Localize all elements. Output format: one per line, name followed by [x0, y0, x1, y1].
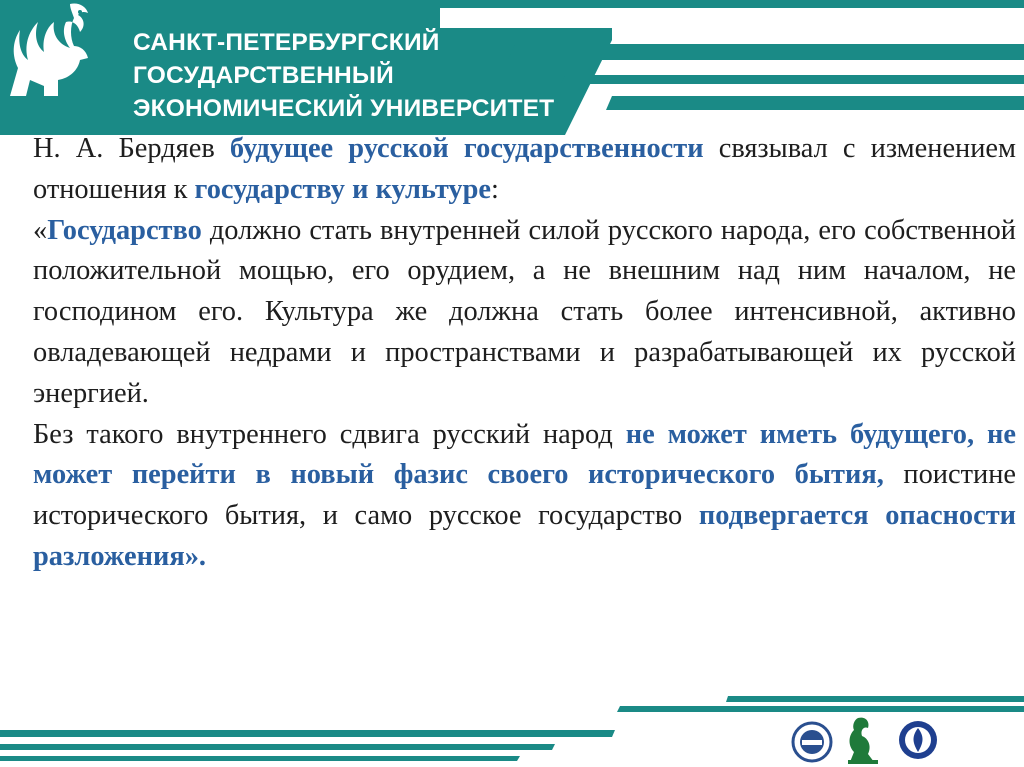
p1-text-2: связывал с изменением отношения к — [33, 133, 1017, 205]
p3-highlight-1: не может иметь будущего, не может перейти в новый фазис своего исторического бытия, — [33, 418, 1016, 491]
university-name-line-2: ГОСУДАРСТВЕННЫЙ — [133, 62, 394, 89]
griffin-logo-icon — [0, 0, 95, 100]
paragraph-2 — [33, 211, 1016, 415]
griffin-emblem-logo — [848, 718, 878, 764]
header-banner — [0, 0, 1024, 135]
university-name-line-3: ЭКОНОМИЧЕСКИЙ УНИВЕРСИТЕТ — [133, 95, 555, 122]
p2-text-2: должно стать внутренней силой русского народа, его собственной положительной мощью, его орудием, а не внешним над ним началом, не господином его. Культура же должна стать более интенсивной, активно овладевающей недрами и пространствами и разрабатывающей их русской энергией. — [33, 214, 1016, 409]
university-name-line-1: САНКТ-ПЕТЕРБУРГСКИЙ — [133, 29, 440, 56]
p1-highlight-2: государству и культуре — [194, 173, 491, 205]
p3-text-1: Без такого внутреннего сдвига русский народ — [33, 418, 626, 450]
p1-highlight-1: будущее русской государственности — [229, 133, 704, 164]
university-seal-logo — [793, 723, 831, 761]
p2-text-1: « — [33, 214, 48, 246]
quote-text-block — [33, 129, 1016, 578]
paragraph-1 — [33, 129, 1016, 211]
footer-logos — [790, 708, 950, 766]
university-name — [133, 26, 554, 125]
paragraph-3 — [33, 415, 1016, 578]
p1-text-1: Н. А. Бердяев — [33, 133, 230, 164]
p3-text-2: поистине исторического бытия, и само русское государство — [33, 459, 1016, 532]
p2-highlight-1: Государство — [47, 214, 202, 246]
p3-highlight-2: подвергается опасности разложения». — [33, 500, 1017, 572]
fire-emblem-logo — [899, 721, 937, 759]
p1-text-3: : — [491, 173, 499, 205]
